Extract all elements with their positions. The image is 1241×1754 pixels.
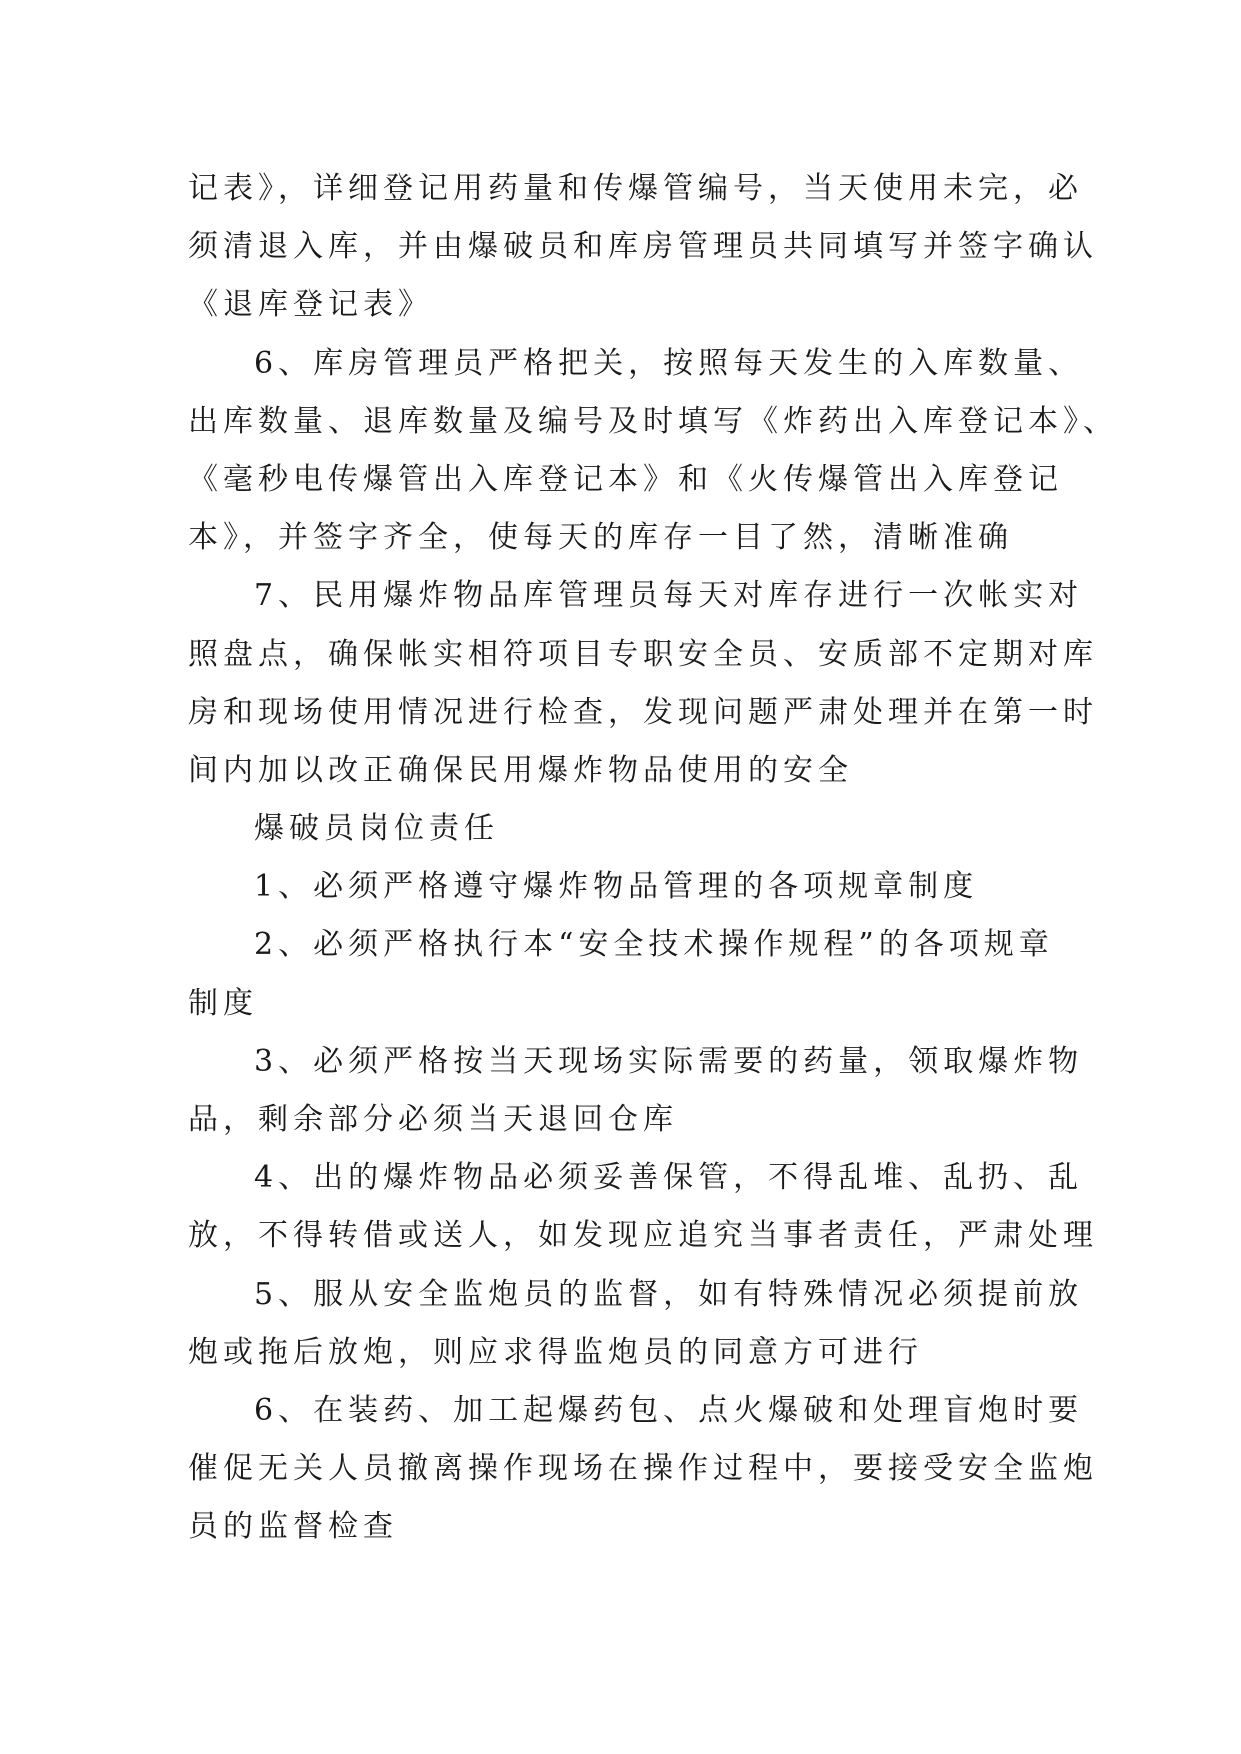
text-line: 间内加以改正确保民用爆炸物品使用的安全 bbox=[188, 752, 853, 788]
document-body bbox=[188, 160, 1118, 1557]
text-line: 制度 bbox=[188, 985, 258, 1021]
text-line: 炮或拖后放炮，则应求得监炮员的同意方可进行 bbox=[188, 1334, 923, 1370]
text-line: 记表》，详细登记用药量和传爆管编号，当天使用未完，必 bbox=[188, 171, 1083, 206]
text-line: 房和现场使用情况进行检查，发现问题严肃处理并在第一时 bbox=[188, 694, 1098, 730]
text-line: 照盘点，确保帐实相符项目专职安全员、安质部不定期对库 bbox=[188, 636, 1098, 672]
text-line: 出库数量、退库数量及编号及时填写《炸药出入库登记本》、 bbox=[188, 403, 1118, 439]
text-line: 催促无关人员撤离操作现场在操作过程中，要接受安全监炮 bbox=[188, 1451, 1098, 1487]
text-line: 3、必须严格按当天现场实际需要的药量，领取爆炸物 bbox=[254, 1043, 1084, 1079]
text-line: 6、库房管理员严格把关，按照每天发生的入库数量、 bbox=[254, 345, 1084, 381]
text-line: 7、民用爆炸物品库管理员每天对库存进行一次帐实对 bbox=[254, 578, 1084, 614]
text-line: 员的监督检查 bbox=[188, 1509, 398, 1545]
section-heading: 爆破员岗位责任 bbox=[254, 811, 499, 847]
text-line: 须清退入库，并由爆破员和库房管理员共同填写并签字确认 bbox=[188, 229, 1098, 265]
text-line: 2、必须严格执行本“安全技术操作规程”的各项规章 bbox=[254, 927, 1054, 963]
text-line: 1、必须严格遵守爆炸物品管理的各项规章制度 bbox=[254, 869, 979, 905]
text-line: 放，不得转借或送人，如发现应追究当事者责任，严肃处理 bbox=[188, 1218, 1098, 1254]
text-line: 6、在装药、加工起爆药包、点火爆破和处理盲炮时要 bbox=[254, 1392, 1084, 1428]
text-line: 品，剩余部分必须当天退回仓库 bbox=[188, 1102, 678, 1137]
text-line: 《毫秒电传爆管出入库登记本》和《火传爆管出入库登记 bbox=[188, 461, 1063, 497]
text-line: 4、出的爆炸物品必须妥善保管，不得乱堆、乱扔、乱 bbox=[254, 1160, 1084, 1196]
text-line: 本》，并签字齐全，使每天的库存一目了然，清晰准确 bbox=[188, 520, 1013, 556]
text-line: 《退库登记表》 bbox=[188, 287, 433, 323]
text-line: 5、服从安全监炮员的监督，如有特殊情况必须提前放 bbox=[254, 1276, 1084, 1312]
